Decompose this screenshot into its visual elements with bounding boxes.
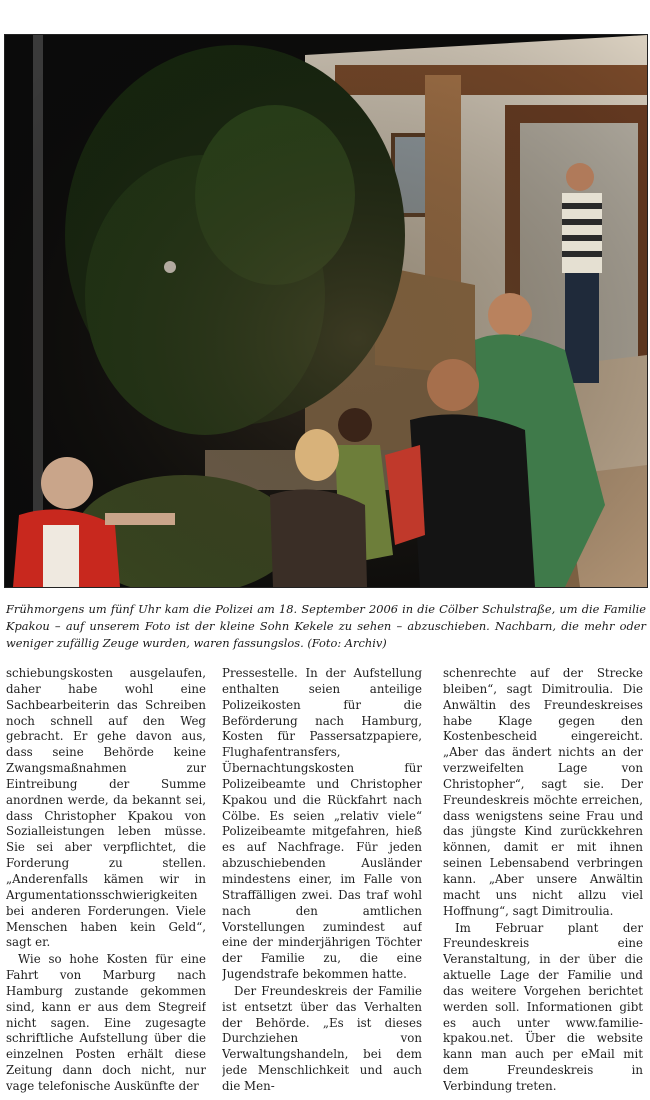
paragraph: schiebungskosten ausgelaufen, daher habe wohl eine Sachbearbeiterin das Schreiben noch schnell auf den Weg gebracht. Er gehe davon aus, dass seine Behörde keine Zwangsmaßnahmen zur Eintreibung der Summe anordnen werde, da bekannt sei, dass Christopher Kpakou von Sozialleistungen leben müsse. Sie sei aber verpflichtet, die Forderung zu stellen. „Anderenfalls kämen wir in Argumentationsschwierigkeiten bei anderen Forderungen. Viele Menschen haben kein Geld“, sagt er. (6, 666, 206, 950)
photo-illustration (5, 35, 647, 587)
article-column-1 (6, 666, 206, 1096)
paragraph: Pressestelle. In der Aufstellung enthalten seien anteilige Polizeikosten für die Beförderung nach Hamburg, Kosten für Passersatzpapiere, Flughafentransfers, Übernachtungskosten für Polizeibeamte und Christopher Kpakou und die Rückfahrt nach Cölbe. Es seien „relativ viele“ Polizeibeamte mitgefahren, hieß es auf Nachfrage. Für jeden abzuschiebenden Ausländer mindestens einer, im Falle von Straffälligen zwei. Das traf wohl nach den amtlichen Vorstellungen zumindest auf eine der minderjährigen Töchter der Familie zu, die eine Jugendstrafe bekommen hatte. (222, 666, 422, 982)
caption-text: Frühmorgens um fünf Uhr kam die Polizei am 18. September 2006 in die Cölber Schulstraße, um die Familie Kpakou – auf unserem Foto ist der kleine Sohn Kekele zu sehen – abzuschieben. Nachbarn, die mehr oder weniger zufällig Zeuge wurden, waren fassungslos. (6, 602, 646, 650)
photo-caption (6, 601, 646, 652)
paragraph: schenrechte auf der Strecke bleiben“, sagt Dimitroulia. Die Anwältin des Freundeskreises habe Klage gegen den Kostenbescheid eingereicht. „Aber das ändert nichts an der verzweifelten Lage von Christopher“, sagt sie. Der Freundeskreis möchte erreichen, dass wenigstens seine Frau und das jüngste Kind zurückkehren können, damit er mit ihnen seinen Lebensabend verbringen kann. „Aber unsere Anwältin macht uns nicht allzu viel Hoffnung“, sagt Dimitroulia. (443, 666, 643, 918)
paragraph: Wie so hohe Kosten für eine Fahrt von Marburg nach Hamburg zustande gekommen sind, kann er aus dem Stegreif nicht sagen. Eine zugesagte schriftliche Aufstellung über die einzelnen Posten erhält diese Zeitung dann doch nicht, nur vage telefonische Auskünfte der (6, 952, 206, 1093)
article-column-3 (443, 666, 643, 1096)
paragraph: Der Freundeskreis der Familie ist entsetzt über das Verhalten der Behörde. „Es ist dieses Durchziehen von Verwaltungshandeln, bei dem jede Menschlichkeit und auch die Men- (222, 983, 422, 1093)
news-photo (4, 34, 648, 588)
paragraph: Im Februar plant der Freundeskreis eine Veranstaltung, in der über die aktuelle Lage der Familie und das weitere Vorgehen berichtet werden soll. Informationen gibt es auch unter www.familie-kpakou.net. Über die website kann man auch per eMail mit dem Freundeskreis in Verbindung treten. (443, 920, 643, 1093)
photo-credit: (Foto: Archiv) (307, 636, 387, 650)
article-column-2 (222, 666, 422, 1096)
